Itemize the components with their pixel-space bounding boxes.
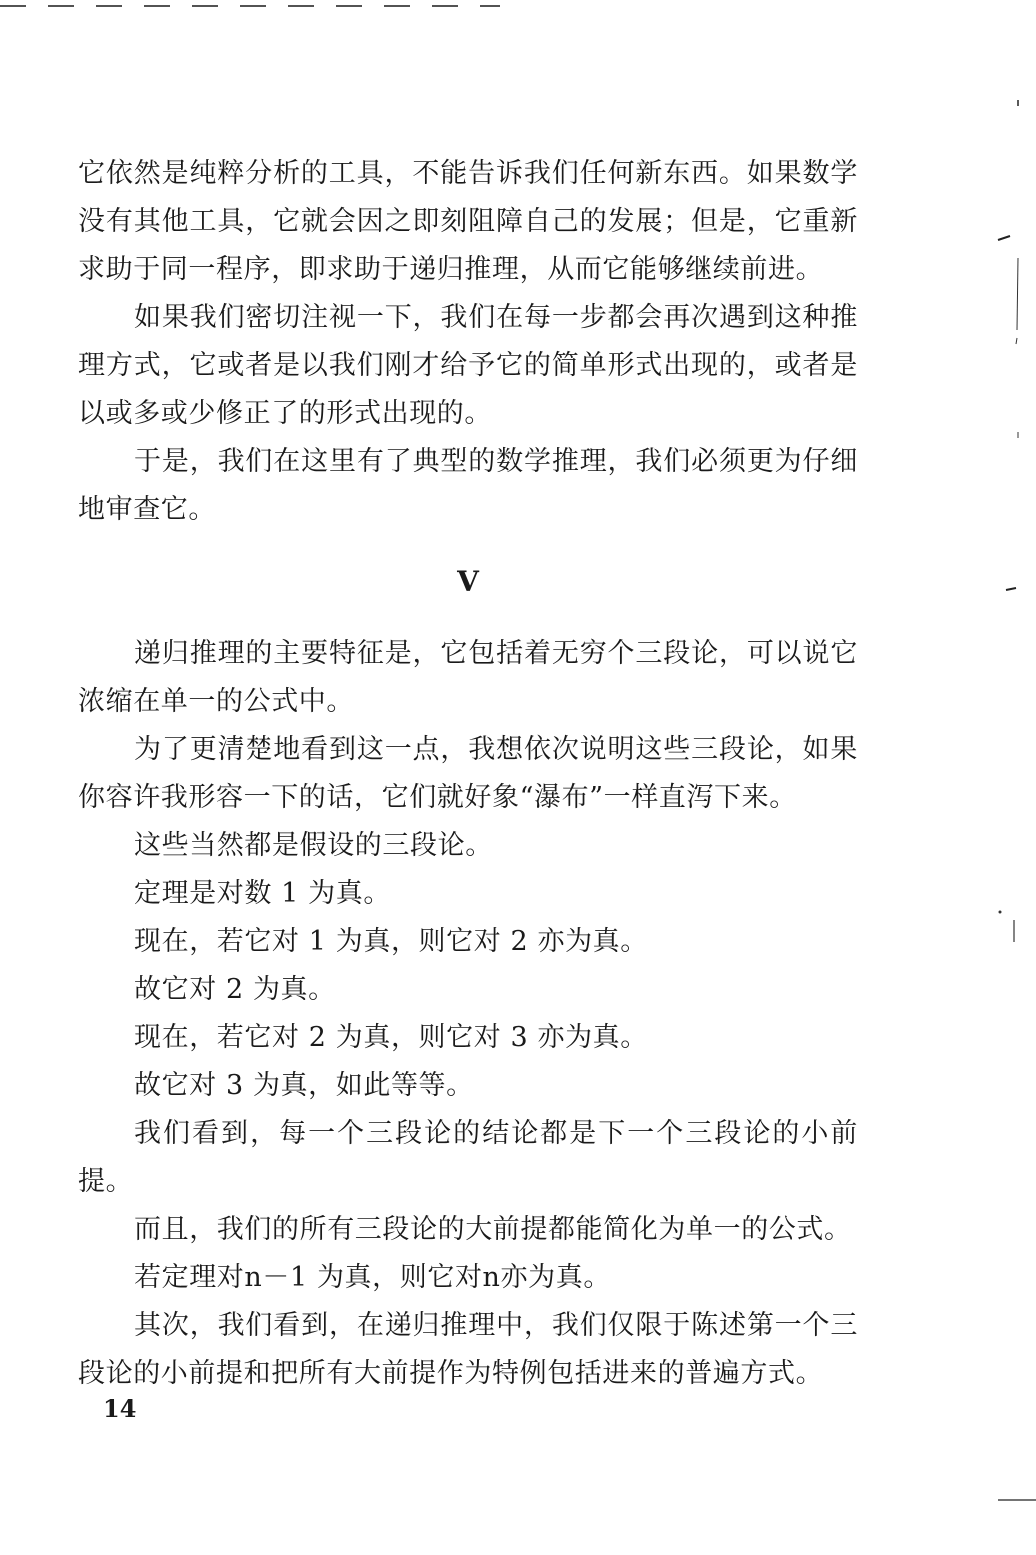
paragraph-6: 这些当然都是假设的三段论。	[134, 830, 493, 861]
paragraph-13: 而且，我们的所有三段论的大前提都能简化为单一的公式。	[134, 1214, 852, 1245]
top-dashed-rule	[0, 0, 500, 12]
paragraph-14: 若定理对n－1 为真，则它对n亦为真。	[134, 1262, 611, 1293]
page-body	[78, 150, 858, 1398]
paragraph-8: 现在，若它对 1 为真，则它对 2 亦为真。	[134, 926, 648, 957]
paragraph-3: 于是，我们在这里有了典型的数学推理，我们必须更为仔细地审查它。	[78, 446, 858, 525]
paragraph-4: 递归推理的主要特征是，它包括着无穷个三段论，可以说它浓缩在单一的公式中。	[78, 638, 858, 717]
page-number: 14	[103, 1394, 137, 1423]
paragraph-1: 它依然是纯粹分析的工具，不能告诉我们任何新东西。如果数学没有其他工具，它就会因之即刻阻障自己的发展；但是，它重新求助于同一程序，即求助于递归推理，从而它能够继续前进。	[78, 158, 858, 285]
section-heading: V	[457, 565, 479, 598]
paragraph-7: 定理是对数 1 为真。	[134, 878, 391, 909]
paragraph-5: 为了更清楚地看到这一点，我想依次说明这些三段论，如果你容许我形容一下的话，它们就好象“瀑布”一样直泻下来。	[78, 734, 858, 813]
paragraph-9: 故它对 2 为真。	[134, 974, 336, 1005]
paragraph-2: 如果我们密切注视一下，我们在每一步都会再次遇到这种推理方式，它或者是以我们刚才给予它的简单形式出现的，或者是以或多或少修正了的形式出现的。	[78, 302, 858, 429]
paragraph-15: 其次，我们看到，在递归推理中，我们仅限于陈述第一个三段论的小前提和把所有大前提作为特例包括进来的普遍方式。	[78, 1310, 858, 1389]
paragraph-11: 故它对 3 为真，如此等等。	[134, 1070, 474, 1101]
paragraph-10: 现在，若它对 2 为真，则它对 3 亦为真。	[134, 1022, 648, 1053]
page-edge-marks	[996, 0, 1036, 1555]
paragraph-12: 我们看到，每一个三段论的结论都是下一个三段论的小前提。	[78, 1118, 858, 1197]
